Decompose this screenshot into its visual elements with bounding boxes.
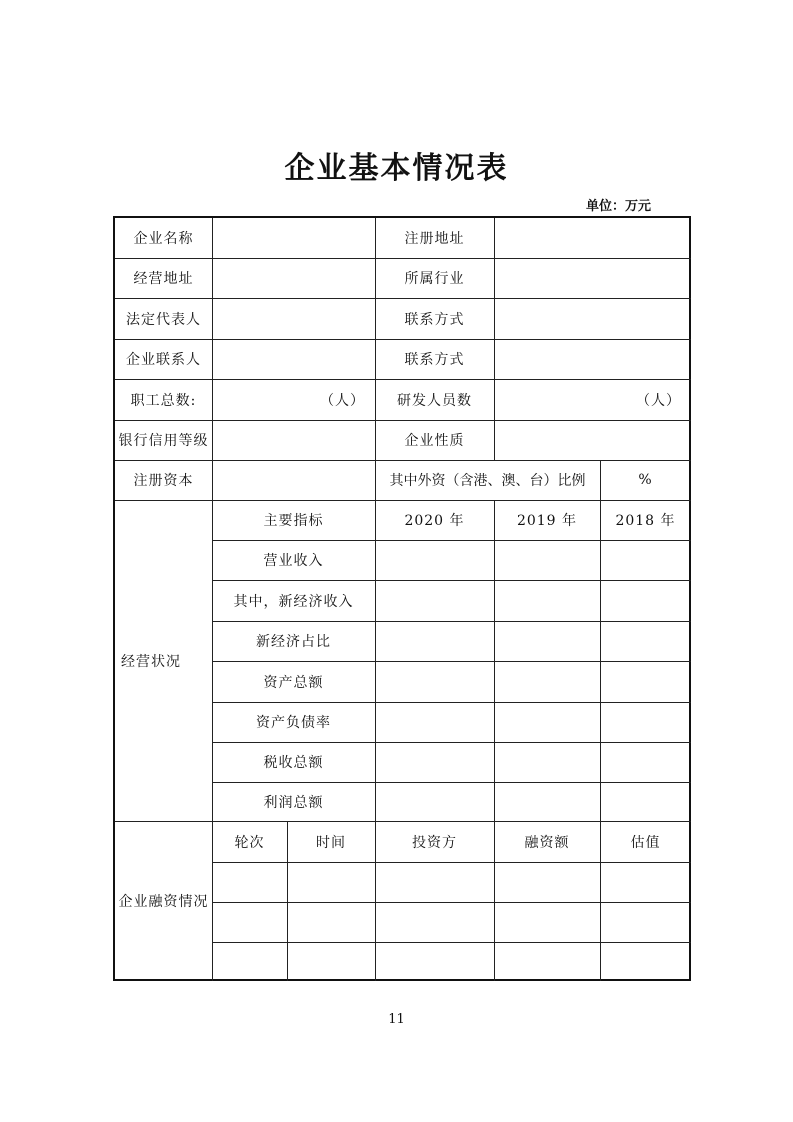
row-divider <box>213 862 691 863</box>
industry-label: 所属行业 <box>404 271 465 287</box>
financing-section-label: 企业融资情况 <box>118 894 209 910</box>
staff-total-label: 职工总数: <box>130 392 197 409</box>
financing-header-valuation: 估值 <box>630 834 661 851</box>
rd-unit-label: （人） <box>636 392 681 409</box>
company-info-form <box>113 216 691 981</box>
indicator-row-label: 新经济占比 <box>256 634 331 650</box>
indicator-row-label: 利润总额 <box>263 794 324 811</box>
legal-rep-label: 法定代表人 <box>126 311 201 328</box>
foreign-ratio-label: 其中外资（含港、澳、台）比例 <box>389 473 586 489</box>
company-name-label: 企业名称 <box>133 231 194 247</box>
unit-label: 单位：万元 <box>586 199 652 214</box>
financing-header-round: 轮次 <box>234 834 265 851</box>
business-address-label: 经营地址 <box>133 271 194 287</box>
indicator-row-label: 营业收入 <box>263 553 324 569</box>
row-divider <box>213 942 691 943</box>
page-number: 11 <box>388 1012 405 1027</box>
operations-section-label: 经营状况 <box>121 653 181 670</box>
staff-unit-label: （人） <box>320 392 365 409</box>
contact-method-label: 联系方式 <box>404 352 465 368</box>
year-header: 2019 年 <box>516 513 578 529</box>
year-header: 2020 年 <box>404 513 465 529</box>
financing-header-amount: 融资额 <box>524 834 570 851</box>
company-nature-label: 企业性质 <box>404 433 465 449</box>
rd-staff-label: 研发人员数 <box>397 392 472 409</box>
company-contact-label: 企业联系人 <box>126 352 201 368</box>
registered-capital-label: 注册资本 <box>133 473 194 489</box>
indicator-row-label: 税收总额 <box>263 755 324 771</box>
column-divider <box>494 218 495 460</box>
indicator-row-label: 资产负债率 <box>256 715 331 731</box>
indicator-row-label: 资产总额 <box>263 674 324 691</box>
bank-credit-label: 银行信用等级 <box>118 433 209 449</box>
page-title: 企业基本情况表 <box>284 151 509 186</box>
contact-method-label: 联系方式 <box>404 311 465 328</box>
column-divider <box>494 500 495 981</box>
indicator-row-label: 其中，新经济收入 <box>233 593 354 610</box>
year-header: 2018 年 <box>615 513 676 529</box>
row-divider <box>213 902 691 903</box>
registered-address-label: 注册地址 <box>404 231 465 247</box>
financing-header-investor: 投资方 <box>412 834 457 851</box>
indicator-header: 主要指标 <box>263 513 324 529</box>
financing-header-time: 时间 <box>316 834 346 851</box>
percent-label: % <box>638 472 653 488</box>
